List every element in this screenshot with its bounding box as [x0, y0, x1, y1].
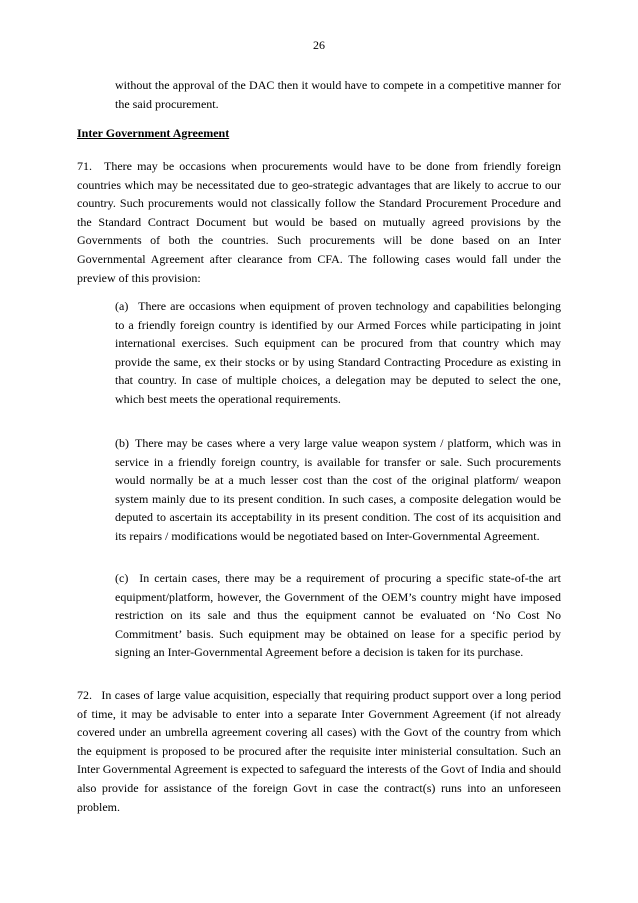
sub-paragraph-c: (c) In certain cases, there may be a requirement of procuring a specific state-of-the art equipment/platform, however, the Government of the OEM’s country might have imposed restriction on its sale and thus the equipment cannot be evaluated on ‘No Cost No Commitment’ basis. Such equipment may be obtained on lease for a specific period by signing an Inter-Governmental Agreement before a decision is taken for its purchase. — [115, 571, 561, 660]
paragraph-71: 71. There may be occasions when procurements would have to be done from friendly foreign countries which may be necessitated due to geo-strategic advantages that are likely to accrue to our country. Such procurements would not classically follow the Standard Procurement Procedure and the Standard Contract Document but would be based on mutually agreed provisions by the Governments of both the countries. Such procurements will be done based on an Inter Governmental Agreement after clearance from CFA. The following cases would fall under the preview of this provision: — [77, 159, 561, 285]
section-heading: Inter Government Agreement — [77, 126, 230, 140]
sub-paragraph-a: (a) There are occasions when equipment of proven technology and capabilities belonging to a friendly foreign country is identified by our Armed Forces while participating in joint international exercises. Such equipment can be procured from that country which may provide the same, ex their stocks or by using Standard Contracting Procedure as existing in that country. In case of multiple choices, a delegation may be deputed to select the one, which best meets the operational requirements. — [115, 299, 561, 406]
sub-paragraph-b: (b) There may be cases where a very large value weapon system / platform, which was in service in a friendly foreign country, is available for transfer or sale. Such procurements would normally be at a much lesser cost than the cost of the original platform/ weapon system mainly due to its present condition. In such cases, a composite delegation would be deputed to ascertain its acceptability in its present condition. The cost of its acquisition and its repairs / modifications would be negotiated based on Inter-Governmental Agreement. — [115, 436, 561, 543]
continuation-paragraph: without the approval of the DAC then it would have to compete in a competitive manner for the said procurement. — [115, 78, 561, 111]
paragraph-72: 72. In cases of large value acquisition, especially that requiring product support over a long period of time, it may be advisable to enter into a separate Inter Government Agreement (if not already covered under an umbrella agreement covering all cases) with the Govt of the country from which the equipment is proposed to be procured after the requisite inter ministerial consultation. Such an Inter Governmental Agreement is expected to safeguard the interests of the Govt of India and should also provide for assistance of the foreign Govt in case the contract(s) runs into an unforeseen problem. — [77, 688, 561, 814]
page-number: 26 — [313, 38, 325, 52]
